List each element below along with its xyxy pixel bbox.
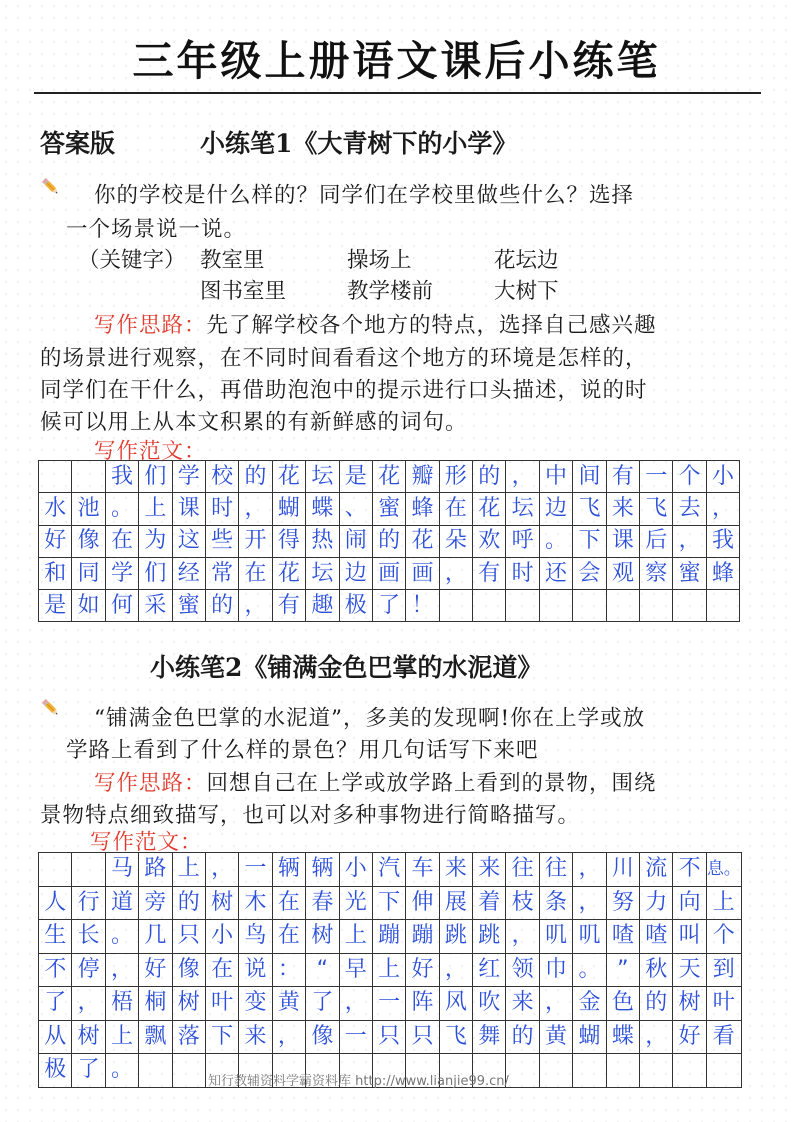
grid-cell: 路 xyxy=(139,853,172,887)
section1-idea-line2: 的场景进行观察，在不同时间看看这个地方的环境是怎样的， xyxy=(40,346,648,371)
grid-cell: 了 xyxy=(72,1054,105,1088)
grid-cell: 息。 xyxy=(706,853,741,887)
grid-row xyxy=(39,953,742,987)
section1-idea-line3: 同学们在干什么，再借助泡泡中的提示进行口头描述，说的时 xyxy=(40,378,648,403)
grid-cell: 朵 xyxy=(439,525,472,557)
grid-cell: 画 xyxy=(406,557,439,589)
grid-cell: ， xyxy=(573,853,606,887)
grid-cell: 观 xyxy=(606,557,639,589)
grid-cell: ， xyxy=(72,987,105,1021)
grid-cell: 马 xyxy=(105,853,138,887)
grid-cell: 欢 xyxy=(473,525,506,557)
grid-row xyxy=(39,853,742,887)
grid-cell: 小 xyxy=(205,920,238,954)
grid-row xyxy=(39,557,740,589)
grid-cell: 喳 xyxy=(640,920,673,954)
grid-cell: 好 xyxy=(673,1020,706,1054)
grid-cell: 上 xyxy=(706,886,741,920)
grid-cell: 蜂 xyxy=(706,557,739,589)
grid-cell: ： xyxy=(272,953,305,987)
grid-cell: 向 xyxy=(673,886,706,920)
grid-cell: 黄 xyxy=(539,1020,572,1054)
grid-cell: 时 xyxy=(506,557,539,589)
grid-cell: 说 xyxy=(239,953,272,987)
grid-cell: 着 xyxy=(473,886,506,920)
grid-cell: 蜜 xyxy=(372,493,405,525)
section2-title: 小练笔2《铺满金色巴掌的水泥道》 xyxy=(150,653,543,682)
section1-prompt-line1: 你的学校是什么样的？同学们在学校里做些什么？选择 xyxy=(94,183,635,208)
grid-row xyxy=(39,461,740,493)
grid-cell: ， xyxy=(673,525,706,557)
grid-cell: 。 xyxy=(105,493,138,525)
writing-idea-label: 写作思路： xyxy=(94,771,207,796)
grid-cell: 道 xyxy=(105,886,138,920)
grid-cell xyxy=(706,1054,741,1088)
grid-cell: 阵 xyxy=(406,987,439,1021)
grid-cell: 了 xyxy=(39,987,72,1021)
grid-cell: 黄 xyxy=(272,987,305,1021)
grid-cell xyxy=(640,1054,673,1088)
grid-row xyxy=(39,590,740,622)
grid-cell: 和 xyxy=(39,557,72,589)
pencil-icon xyxy=(40,176,62,198)
grid-cell: 我 xyxy=(105,461,138,493)
grid-cell: 下 xyxy=(372,886,405,920)
grid-cell xyxy=(539,590,572,622)
grid-cell: 生 xyxy=(39,920,72,954)
grid-cell: 好 xyxy=(39,525,72,557)
grid-cell: 风 xyxy=(439,987,472,1021)
grid-cell xyxy=(506,590,539,622)
grid-cell: 的 xyxy=(372,525,405,557)
grid-cell: 学 xyxy=(172,461,205,493)
grid-cell: 像 xyxy=(72,525,105,557)
grid-cell: 时 xyxy=(205,493,238,525)
grid-cell: 汽 xyxy=(372,853,405,887)
grid-cell: 水 xyxy=(39,493,72,525)
grid-cell: ， xyxy=(205,853,238,887)
grid-cell: 后 xyxy=(640,525,673,557)
grid-cell: 的 xyxy=(172,886,205,920)
grid-cell: 到 xyxy=(706,953,741,987)
grid-cell: 努 xyxy=(606,886,639,920)
title-divider xyxy=(34,92,761,94)
grid-cell: 变 xyxy=(239,987,272,1021)
grid-cell xyxy=(640,590,673,622)
grid-cell: 巾 xyxy=(539,953,572,987)
grid-cell: 花 xyxy=(406,525,439,557)
keyword-item: 教学楼前 xyxy=(347,279,434,304)
grid-cell: 树 xyxy=(205,886,238,920)
grid-cell: 蜂 xyxy=(406,493,439,525)
grid-cell: 得 xyxy=(272,525,305,557)
grid-cell: 跳 xyxy=(473,920,506,954)
grid-cell: 行 xyxy=(72,886,105,920)
grid-cell: 。 xyxy=(573,953,606,987)
grid-cell: 有 xyxy=(272,590,305,622)
grid-cell: ！ xyxy=(406,590,439,622)
writing-idea-label: 写作思路： xyxy=(94,313,207,338)
grid-cell: 梧 xyxy=(105,987,138,1021)
grid-cell: 蜜 xyxy=(172,590,205,622)
grid-cell: 上 xyxy=(105,1020,138,1054)
keyword-item: 教室里 xyxy=(200,248,265,273)
keyword-item: 图书室里 xyxy=(200,279,287,304)
section2-prompt-line2: 学路上看到了什么样的景色？用几句话写下来吧 xyxy=(66,738,539,763)
page-title: 三年级上册语文课后小练笔 xyxy=(132,37,661,85)
section2-idea-line2: 景物特点细致描写，也可以对多种事物进行简略描写。 xyxy=(40,803,581,828)
grid-cell: 小 xyxy=(706,461,739,493)
grid-row xyxy=(39,493,740,525)
grid-cell: 蝴 xyxy=(272,493,305,525)
grid-cell: 伸 xyxy=(406,886,439,920)
grid-cell: 坛 xyxy=(506,493,539,525)
grid-cell: 为 xyxy=(139,525,172,557)
grid-cell: 几 xyxy=(139,920,172,954)
grid-cell: 去 xyxy=(673,493,706,525)
grid-cell: 力 xyxy=(640,886,673,920)
grid-cell: 。 xyxy=(105,920,138,954)
grid-cell: 我 xyxy=(706,525,739,557)
writing-idea-text: 回想自己在上学或放学路上看到的景物，围绕 xyxy=(206,771,657,796)
grid-cell: 天 xyxy=(673,953,706,987)
grid-row xyxy=(39,987,742,1021)
grid-cell: ， xyxy=(539,987,572,1021)
grid-cell: 在 xyxy=(439,493,472,525)
grid-cell: 课 xyxy=(172,493,205,525)
grid-cell xyxy=(706,590,739,622)
grid-cell: 的 xyxy=(239,461,272,493)
grid-cell: ， xyxy=(239,590,272,622)
grid-cell: 春 xyxy=(306,886,339,920)
grid-cell: 学 xyxy=(105,557,138,589)
keyword-item: 操场上 xyxy=(347,248,412,273)
grid-cell xyxy=(39,853,72,887)
grid-cell: ， xyxy=(439,557,472,589)
grid-cell: 像 xyxy=(172,953,205,987)
grid-cell: 领 xyxy=(506,953,539,987)
grid-cell: 们 xyxy=(139,461,172,493)
grid-cell: 只 xyxy=(372,1020,405,1054)
grid-cell: 坛 xyxy=(306,461,339,493)
grid-cell: ， xyxy=(239,493,272,525)
grid-cell: ， xyxy=(506,461,539,493)
grid-cell: 树 xyxy=(306,920,339,954)
grid-cell: 坛 xyxy=(306,557,339,589)
grid-cell: 停 xyxy=(72,953,105,987)
section2-prompt-line1: “铺满金色巴掌的水泥道”，多美的发现啊!你在上学或放 xyxy=(94,706,646,731)
grid-cell: 是 xyxy=(39,590,72,622)
grid-row xyxy=(39,1020,742,1054)
grid-cell: 在 xyxy=(239,557,272,589)
grid-cell: 叽 xyxy=(573,920,606,954)
grid-cell: 不 xyxy=(673,853,706,887)
grid-cell: 人 xyxy=(39,886,72,920)
grid-cell: 花 xyxy=(473,493,506,525)
grid-cell: 呼 xyxy=(506,525,539,557)
section1-idea-line1 xyxy=(94,308,657,339)
grid-cell: 从 xyxy=(39,1020,72,1054)
grid-cell: 流 xyxy=(640,853,673,887)
grid-cell: 常 xyxy=(205,557,238,589)
grid-cell: 在 xyxy=(205,953,238,987)
grid-row xyxy=(39,920,742,954)
sample-essay-label: 写作范文： xyxy=(94,439,207,464)
grid-cell: 在 xyxy=(272,886,305,920)
grid-cell: 叫 xyxy=(673,920,706,954)
grid-cell xyxy=(673,1054,706,1088)
grid-cell: 在 xyxy=(272,920,305,954)
grid-cell: 还 xyxy=(539,557,572,589)
grid-cell xyxy=(39,461,72,493)
grid-cell: 辆 xyxy=(306,853,339,887)
grid-cell xyxy=(473,590,506,622)
grid-cell: 瓣 xyxy=(406,461,439,493)
grid-cell: 来 xyxy=(239,1020,272,1054)
grid-cell xyxy=(606,590,639,622)
keyword-item: 花坛边 xyxy=(494,248,559,273)
grid-cell: 间 xyxy=(573,461,606,493)
grid-cell: 闹 xyxy=(339,525,372,557)
grid-cell: 中 xyxy=(539,461,572,493)
pencil-icon xyxy=(40,697,62,719)
grid-cell: ， xyxy=(573,886,606,920)
grid-cell: 如 xyxy=(72,590,105,622)
grid-cell: 画 xyxy=(372,557,405,589)
grid-cell: 色 xyxy=(606,987,639,1021)
grid-cell: ， xyxy=(506,920,539,954)
grid-cell: 形 xyxy=(439,461,472,493)
grid-cell: 一 xyxy=(239,853,272,887)
sample-essay-label: 写作范文： xyxy=(90,830,203,855)
grid-cell: 条 xyxy=(539,886,572,920)
grid-cell: 蝶 xyxy=(606,1020,639,1054)
grid-cell: 红 xyxy=(473,953,506,987)
grid-cell: 蹦 xyxy=(372,920,405,954)
grid-cell: 好 xyxy=(406,953,439,987)
grid-cell: 在 xyxy=(105,525,138,557)
grid-cell: 飞 xyxy=(573,493,606,525)
grid-cell: 有 xyxy=(606,461,639,493)
grid-cell: 。 xyxy=(105,1054,138,1088)
grid-cell: 一 xyxy=(372,987,405,1021)
grid-cell: 上 xyxy=(172,853,205,887)
grid-cell: 展 xyxy=(439,886,472,920)
grid-cell: 了 xyxy=(306,987,339,1021)
grid-cell: 跳 xyxy=(439,920,472,954)
grid-cell: 何 xyxy=(105,590,138,622)
grid-cell: 旁 xyxy=(139,886,172,920)
keyword-label: （关键字） xyxy=(78,248,186,273)
grid-cell: 不 xyxy=(39,953,72,987)
grid-cell: 金 xyxy=(573,987,606,1021)
grid-cell xyxy=(606,1054,639,1088)
grid-cell: 舞 xyxy=(473,1020,506,1054)
grid-cell: 叶 xyxy=(205,987,238,1021)
grid-cell: 趣 xyxy=(306,590,339,622)
grid-cell: 蜜 xyxy=(673,557,706,589)
grid-cell: 来 xyxy=(606,493,639,525)
grid-cell: 下 xyxy=(573,525,606,557)
grid-cell: 、 xyxy=(339,493,372,525)
grid-cell: 极 xyxy=(339,590,372,622)
grid-cell: 来 xyxy=(439,853,472,887)
writing-idea-text: 先了解学校各个地方的特点，选择自己感兴趣 xyxy=(206,313,657,338)
grid-cell: 的 xyxy=(640,987,673,1021)
grid-cell: 课 xyxy=(606,525,639,557)
section2-idea-line1 xyxy=(94,766,657,797)
grid-cell: 像 xyxy=(306,1020,339,1054)
grid-cell: 察 xyxy=(640,557,673,589)
grid-cell xyxy=(506,1054,539,1088)
grid-cell: 桐 xyxy=(139,987,172,1021)
grid-cell: 叽 xyxy=(539,920,572,954)
grid-cell: 极 xyxy=(39,1054,72,1088)
grid-cell: 花 xyxy=(272,461,305,493)
grid-cell: 飞 xyxy=(640,493,673,525)
grid-cell: 车 xyxy=(406,853,439,887)
grid-cell: 边 xyxy=(539,493,572,525)
grid-cell: 上 xyxy=(339,920,372,954)
section1-idea-line4: 候可以用上从本文积累的有新鲜感的词句。 xyxy=(40,410,468,435)
grid-cell: 上 xyxy=(372,953,405,987)
grid-cell: 一 xyxy=(640,461,673,493)
grid-cell: 蹦 xyxy=(406,920,439,954)
grid-cell: 的 xyxy=(205,590,238,622)
grid-cell: 热 xyxy=(306,525,339,557)
grid-cell: 。 xyxy=(539,525,572,557)
grid-cell: 边 xyxy=(339,557,372,589)
grid-cell: 只 xyxy=(406,1020,439,1054)
grid-cell: 来 xyxy=(506,987,539,1021)
grid-row xyxy=(39,525,740,557)
grid-cell: ， xyxy=(272,1020,305,1054)
grid-cell: 来 xyxy=(473,853,506,887)
grid-cell xyxy=(72,461,105,493)
grid-cell xyxy=(539,1054,572,1088)
grid-cell: 吹 xyxy=(473,987,506,1021)
grid-cell: 同 xyxy=(72,557,105,589)
grid-cell: 叶 xyxy=(706,987,741,1021)
grid-cell: ， xyxy=(339,987,372,1021)
answer-version-label: 答案版 xyxy=(40,129,116,158)
grid-cell: 木 xyxy=(239,886,272,920)
grid-cell: 这 xyxy=(172,525,205,557)
grid-cell: 是 xyxy=(339,461,372,493)
grid-cell: 一 xyxy=(339,1020,372,1054)
grid-cell: 树 xyxy=(673,987,706,1021)
grid-cell: 枝 xyxy=(506,886,539,920)
grid-cell: 看 xyxy=(706,1020,741,1054)
grid-cell: 长 xyxy=(72,920,105,954)
grid-cell xyxy=(139,1054,172,1088)
grid-cell: 鸟 xyxy=(239,920,272,954)
grid-cell: 喳 xyxy=(606,920,639,954)
grid-cell: 蝶 xyxy=(306,493,339,525)
grid-cell: 树 xyxy=(72,1020,105,1054)
keyword-item: 大树下 xyxy=(494,279,559,304)
grid-cell: 飘 xyxy=(139,1020,172,1054)
grid-cell: 开 xyxy=(239,525,272,557)
grid-cell: 了 xyxy=(372,590,405,622)
grid-cell: 秋 xyxy=(640,953,673,987)
grid-cell: 往 xyxy=(506,853,539,887)
section1-prompt-line2: 一个场景说一说。 xyxy=(66,217,247,242)
grid-cell: 飞 xyxy=(439,1020,472,1054)
footer-watermark: 知行教辅资料学霸资料库 http://www.lianjie99.cn/ xyxy=(208,1074,509,1089)
grid-cell: 蝴 xyxy=(573,1020,606,1054)
grid-cell: 小 xyxy=(339,853,372,887)
grid-cell: ， xyxy=(105,953,138,987)
grid-cell: 下 xyxy=(205,1020,238,1054)
grid-cell: ” xyxy=(606,953,639,987)
grid-cell: 些 xyxy=(205,525,238,557)
grid-cell: 花 xyxy=(372,461,405,493)
composition-grid-1 xyxy=(38,460,740,622)
section1-title: 小练笔1《大青树下的小学》 xyxy=(200,129,518,158)
grid-cell: 往 xyxy=(539,853,572,887)
grid-cell: “ xyxy=(306,953,339,987)
grid-cell: 采 xyxy=(139,590,172,622)
composition-grid-2 xyxy=(38,852,742,1088)
grid-cell: 会 xyxy=(573,557,606,589)
grid-cell: 辆 xyxy=(272,853,305,887)
grid-cell: ， xyxy=(640,1020,673,1054)
grid-cell xyxy=(573,1054,606,1088)
grid-cell xyxy=(439,590,472,622)
grid-cell: 花 xyxy=(272,557,305,589)
grid-cell: ， xyxy=(706,493,739,525)
grid-cell: 的 xyxy=(506,1020,539,1054)
grid-cell: 个 xyxy=(673,461,706,493)
grid-cell xyxy=(673,590,706,622)
grid-cell: 的 xyxy=(473,461,506,493)
grid-cell: 好 xyxy=(139,953,172,987)
grid-cell: 只 xyxy=(172,920,205,954)
grid-cell: 们 xyxy=(139,557,172,589)
grid-cell: 池 xyxy=(72,493,105,525)
grid-cell: 校 xyxy=(205,461,238,493)
grid-cell xyxy=(172,1054,205,1088)
grid-cell: 上 xyxy=(139,493,172,525)
grid-cell xyxy=(573,590,606,622)
grid-cell: 川 xyxy=(606,853,639,887)
grid-cell: 个 xyxy=(706,920,741,954)
grid-cell: 经 xyxy=(172,557,205,589)
grid-row xyxy=(39,886,742,920)
grid-cell: 落 xyxy=(172,1020,205,1054)
grid-cell: ， xyxy=(439,953,472,987)
grid-cell: 早 xyxy=(339,953,372,987)
grid-cell: 树 xyxy=(172,987,205,1021)
grid-cell xyxy=(72,853,105,887)
grid-cell: 光 xyxy=(339,886,372,920)
grid-cell: 有 xyxy=(473,557,506,589)
